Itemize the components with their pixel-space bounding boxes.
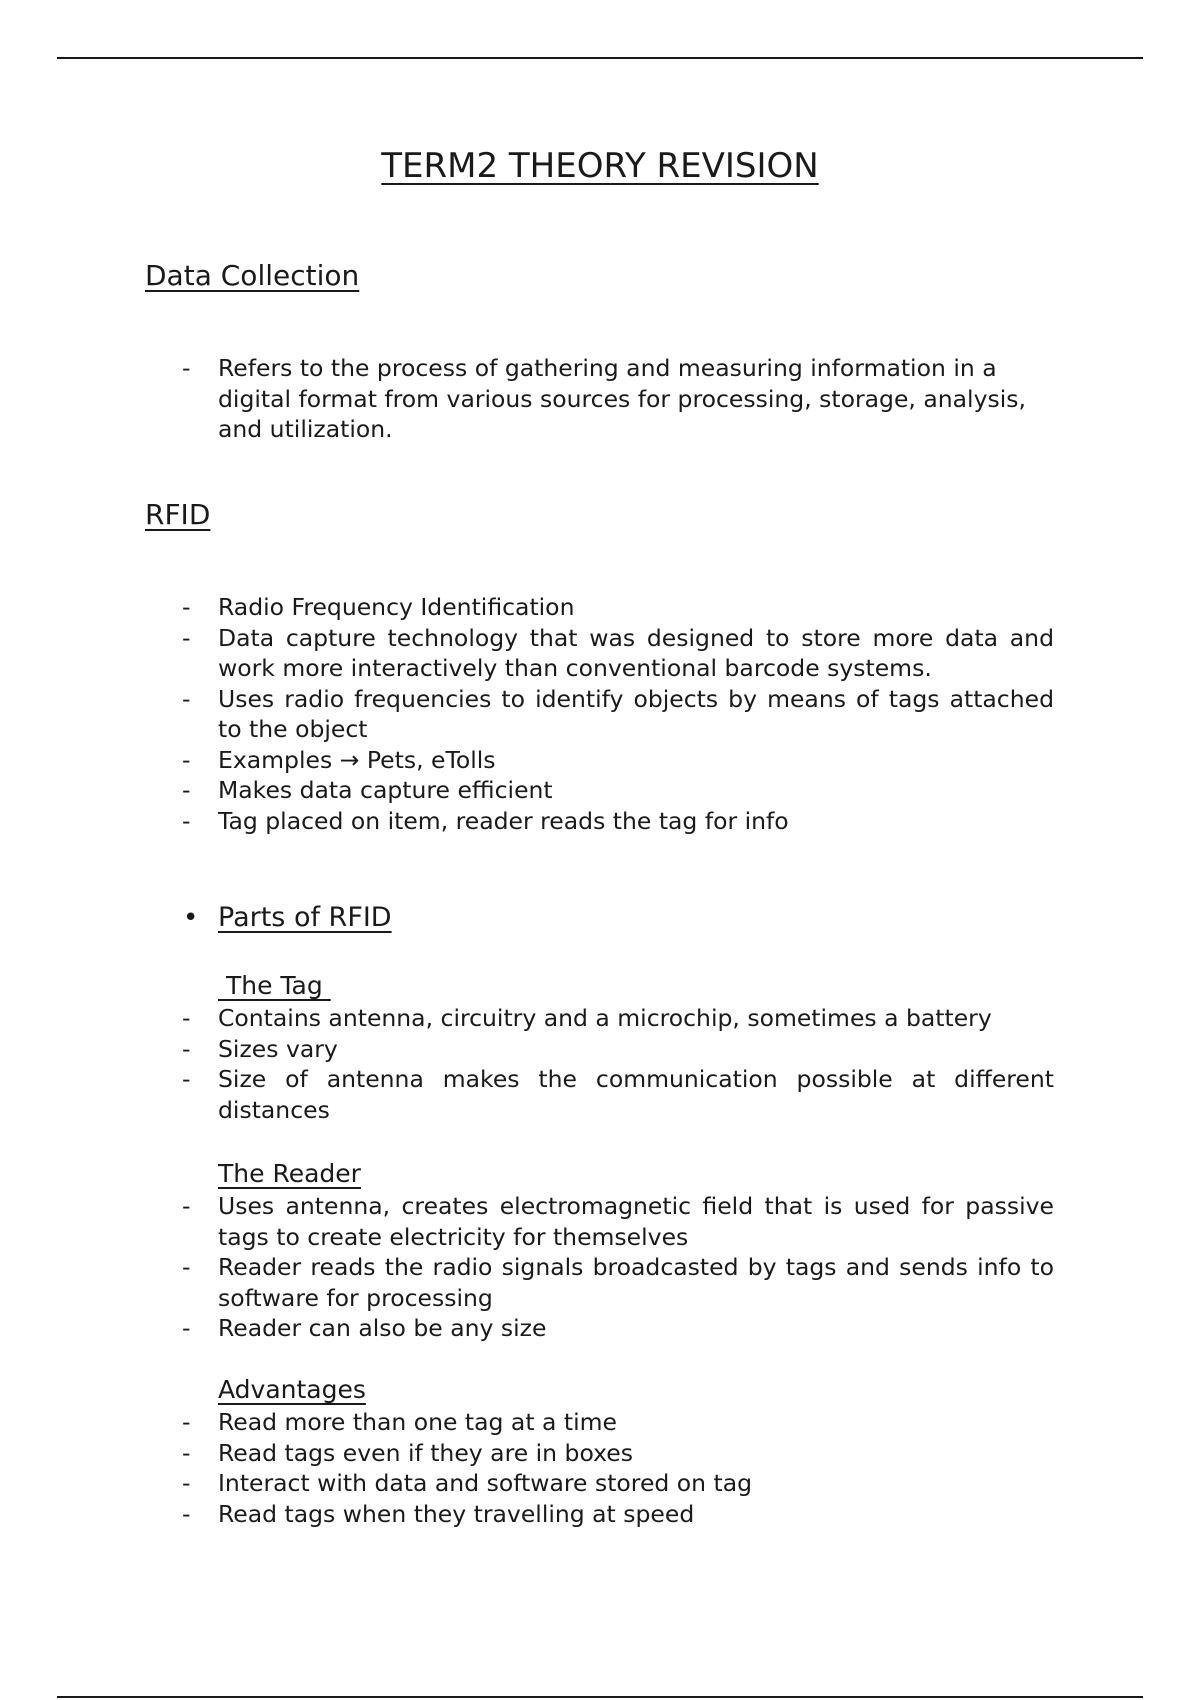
data-collection-list [0, 353, 1054, 445]
page-title-text: TERM2 THEORY REVISION [381, 146, 819, 186]
list-item-text: Tag placed on item, reader reads the tag for info [218, 806, 789, 835]
dash-marker: - [182, 1253, 191, 1281]
dash-marker: - [182, 684, 191, 713]
list-item-text: Read tags even if they are in boxes [218, 1438, 633, 1467]
dash-marker: - [182, 1065, 191, 1093]
parts-of-rfid-label: Parts of RFID [218, 902, 392, 933]
list-item-text: Reader reads the radio signals broadcasted by tags and sends info to software for processing [218, 1253, 1054, 1312]
list-item-text: Refers to the process of gathering and measuring information in a digital format from various sources for processing, storage, analysis, and utilization. [218, 354, 1026, 443]
rfid-heading: RFID [145, 498, 211, 531]
list-item [0, 1252, 1054, 1313]
list-item-text: Uses radio frequencies to identify objects by means of tags attached to the object [218, 684, 1054, 743]
list-item-text: Radio Frequency Identification [218, 593, 575, 621]
dash-marker: - [182, 1499, 191, 1528]
list-item [0, 1468, 1054, 1499]
page-title [0, 142, 1200, 190]
dash-marker: - [182, 593, 191, 621]
dash-marker: - [182, 776, 191, 804]
bullet-marker: • [183, 903, 199, 933]
dash-marker: - [182, 1314, 191, 1342]
list-item [0, 684, 1054, 745]
list-item [0, 353, 1054, 445]
list-item-text: Contains antenna, circuitry and a microchip, sometimes a battery [218, 1004, 992, 1032]
list-item [0, 1313, 1054, 1344]
list-item-text: Size of antenna makes the communication possible at different distances [218, 1065, 1054, 1124]
advantages-list [0, 1407, 1054, 1529]
list-item-text: Reader can also be any size [218, 1314, 547, 1342]
list-item-text: Makes data capture efficient [218, 776, 553, 804]
list-item [0, 1407, 1054, 1438]
dash-marker: - [182, 1408, 191, 1436]
dash-marker: - [182, 623, 191, 652]
list-item-text: Interact with data and software stored on tag [218, 1469, 753, 1497]
advantages-heading: Advantages [218, 1375, 366, 1404]
the-reader-heading: The Reader [218, 1159, 361, 1188]
list-item-text: Data capture technology that was designed to store more data and work more interactively than conventional barcode systems. [218, 623, 1054, 682]
dash-marker: - [182, 806, 191, 835]
dash-marker: - [182, 1004, 191, 1032]
data-collection-heading: Data Collection [145, 259, 360, 292]
list-item [0, 775, 1054, 806]
top-rule [57, 57, 1143, 59]
list-item-text: Examples → Pets, eTolls [218, 745, 496, 774]
list-item [0, 1438, 1054, 1469]
list-item [0, 1499, 1054, 1530]
list-item [0, 745, 1054, 776]
list-item-text: Uses antenna, creates electromagnetic field that is used for passive tags to create electricity for themselves [218, 1192, 1054, 1251]
list-item-text: Read more than one tag at a time [218, 1408, 617, 1436]
dash-marker: - [182, 1438, 191, 1467]
dash-marker: - [182, 1469, 191, 1497]
dash-marker: - [182, 1192, 191, 1220]
list-item [0, 1034, 1054, 1065]
list-item [0, 1191, 1054, 1252]
the-reader-list [0, 1191, 1054, 1344]
bottom-rule [57, 1696, 1143, 1698]
dash-marker: - [182, 745, 191, 774]
dash-marker: - [182, 1034, 191, 1063]
list-item [0, 1003, 1054, 1034]
the-tag-heading: The Tag [218, 971, 331, 1000]
the-tag-list [0, 1003, 1054, 1125]
list-item [0, 592, 1054, 623]
list-item [0, 623, 1054, 684]
list-item [0, 806, 1054, 837]
list-item-text: Sizes vary [218, 1034, 338, 1063]
list-item-text: Read tags when they travelling at speed [218, 1499, 695, 1528]
dash-marker: - [182, 354, 191, 382]
list-item [0, 1064, 1054, 1125]
rfid-list [0, 592, 1054, 836]
